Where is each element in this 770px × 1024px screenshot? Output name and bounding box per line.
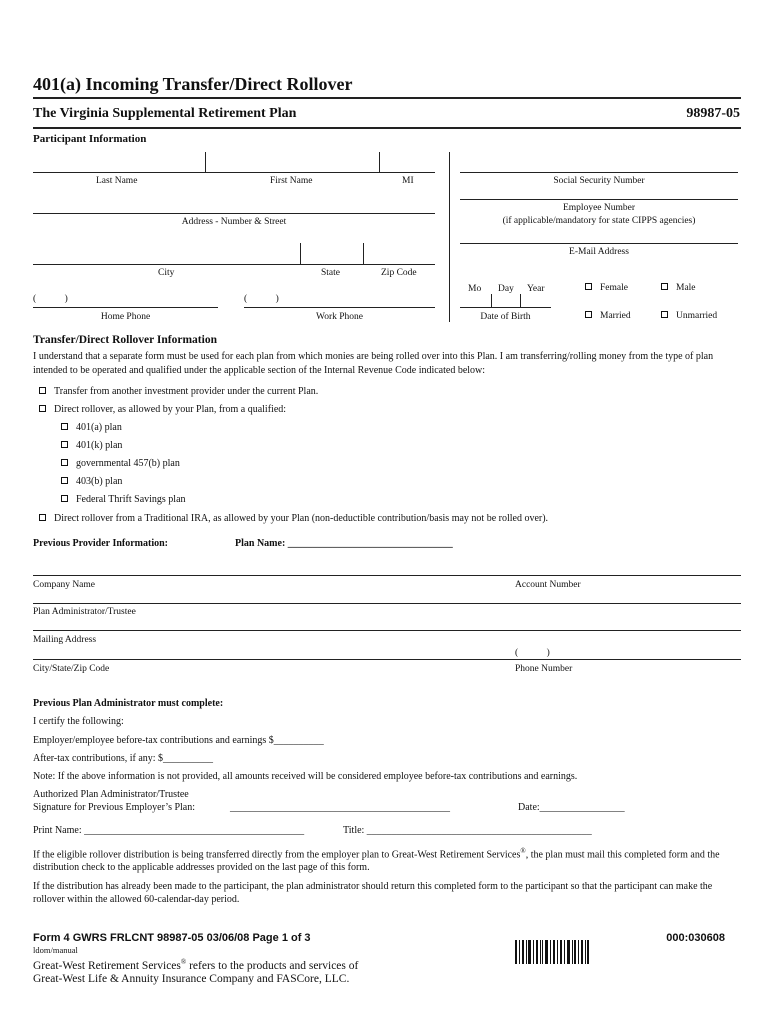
- plan-403b-option[interactable]: [61, 476, 122, 487]
- plan-457b-checkbox[interactable]: [61, 459, 68, 466]
- city-state-zip-field[interactable]: [33, 264, 435, 265]
- married-checkbox[interactable]: [585, 311, 592, 318]
- name-field[interactable]: [33, 172, 435, 173]
- plan-401a-label: 401(a) plan: [76, 422, 122, 433]
- form-code: 000:030608: [666, 932, 725, 944]
- city-divider-2: [363, 243, 364, 264]
- work-phone-label: Work Phone: [316, 312, 363, 322]
- certify-text: I certify the following:: [33, 716, 124, 727]
- direct-rollover-checkbox[interactable]: [39, 405, 46, 412]
- employee-number-field[interactable]: [460, 199, 738, 200]
- transfer-section-title: Transfer/Direct Rollover Information: [33, 334, 217, 346]
- work-phone-area: ( ): [244, 294, 279, 304]
- first-name-label: First Name: [270, 176, 313, 186]
- column-divider: [449, 152, 450, 322]
- mail-instructions-a: If the eligible rollover distribution is being transferred directly from the employer plan to Great-West Retirement Services: [33, 849, 521, 861]
- pretax-field[interactable]: Employer/employee before-tax contributions and earnings $__________: [33, 735, 324, 746]
- unmarried-option[interactable]: [661, 310, 717, 321]
- plan-tsp-label: Federal Thrift Savings plan: [76, 494, 186, 505]
- footer-reg-mark: ®: [180, 958, 187, 966]
- work-phone-field[interactable]: [244, 307, 435, 308]
- direct-rollover-option[interactable]: [39, 404, 286, 415]
- transfer-option-label: Transfer from another investment provider under the current Plan.: [54, 386, 319, 397]
- participant-section-title: Participant Information: [33, 133, 147, 145]
- male-label: Male: [676, 283, 696, 293]
- unmarried-checkbox[interactable]: [661, 311, 668, 318]
- admin-section-title: Previous Plan Administrator must complete:: [33, 698, 224, 709]
- company-notice-a: Great-West Retirement Services: [33, 959, 181, 972]
- form-id: Form 4 GWRS FRLCNT 98987-05 03/06/08 Page 1 of 3: [33, 932, 311, 944]
- female-label: Female: [600, 283, 628, 293]
- form-title: 401(a) Incoming Transfer/Direct Rollover: [33, 74, 353, 94]
- plan-401a-checkbox[interactable]: [61, 423, 68, 430]
- company-notice-b: refers to the products and services of: [186, 959, 359, 972]
- transfer-checkbox[interactable]: [39, 387, 46, 394]
- city-divider-1: [300, 243, 301, 264]
- barcode-icon: [515, 940, 590, 964]
- reg-mark: ®: [520, 847, 526, 855]
- transfer-intro: I understand that a separate form must be used for each plan from which monies are being rolled over into this Plan. I am transferring/rolling money from the type of plan intended to be operated and qualified under the applicable section of the Internal Revenue Code indicated below:: [33, 351, 714, 376]
- last-name-label: Last Name: [96, 176, 138, 186]
- ira-checkbox[interactable]: [39, 514, 46, 521]
- name-divider-2: [379, 152, 380, 172]
- mailing-field[interactable]: [33, 630, 741, 631]
- mail-instructions: [33, 845, 738, 874]
- plan-401k-option[interactable]: [61, 440, 122, 451]
- plan-401k-checkbox[interactable]: [61, 441, 68, 448]
- state-label: State: [321, 268, 340, 278]
- title-rule: [33, 97, 741, 99]
- plan-number: 98987-05: [686, 106, 740, 121]
- footer-sub: ldom/manual: [33, 945, 78, 955]
- email-field[interactable]: [460, 243, 738, 244]
- provider-plan-name-text: Plan Name: _________________________________: [235, 538, 453, 549]
- title-field[interactable]: Title: _____________________________________________: [343, 825, 592, 836]
- provider-title: Previous Provider Information:: [33, 538, 168, 549]
- ssn-field[interactable]: [460, 172, 738, 173]
- plan-name: The Virginia Supplemental Retirement Plan: [33, 106, 297, 121]
- provider-phone-area: ( ): [515, 648, 550, 658]
- signature-field[interactable]: ____________________________________________: [230, 802, 450, 813]
- married-label: Married: [600, 311, 631, 321]
- mi-label: MI: [402, 176, 414, 186]
- home-phone-area: ( ): [33, 294, 68, 304]
- signature-label: Signature for Previous Employer’s Plan:: [33, 802, 196, 813]
- print-name-field[interactable]: Print Name: ____________________________________________: [33, 825, 305, 836]
- auth-label: Authorized Plan Administrator/Trustee: [33, 789, 189, 800]
- plan-tsp-checkbox[interactable]: [61, 495, 68, 502]
- dob-mo: Mo: [468, 284, 482, 294]
- employee-number-note: (if applicable/mandatory for state CIPPS agencies): [502, 216, 696, 226]
- date-field[interactable]: Date:_________________: [518, 802, 625, 813]
- home-phone-field[interactable]: [33, 307, 218, 308]
- plan-457b-label: governmental 457(b) plan: [76, 458, 180, 469]
- male-option[interactable]: [661, 282, 696, 293]
- provider-plan-name[interactable]: [235, 538, 453, 549]
- plan-403b-checkbox[interactable]: [61, 477, 68, 484]
- address-label: Address - Number & Street: [181, 217, 287, 227]
- city-label: City: [158, 268, 175, 278]
- return-instructions: If the distribution has already been made to the participant, the plan administrator should return this completed form to the participant so that the participant can make the rollover within the allowed 60-calendar-day period.: [33, 881, 713, 905]
- mailing-label: Mailing Address: [33, 635, 97, 645]
- name-divider-1: [205, 152, 206, 172]
- zip-label: Zip Code: [381, 268, 417, 278]
- company-label: Company Name: [33, 580, 96, 590]
- married-option[interactable]: [585, 310, 631, 321]
- ssn-label: Social Security Number: [553, 176, 645, 186]
- company-field[interactable]: [33, 575, 741, 576]
- address-field[interactable]: [33, 213, 435, 214]
- dob-day: Day: [498, 284, 514, 294]
- city-state-zip-label: City/State/Zip Code: [33, 664, 110, 674]
- dob-divider-1: [491, 294, 492, 307]
- mail-instructions-b: , the plan must mail this completed form and the distribution check to the applicable addresses provided on the last page of this form.: [33, 849, 720, 874]
- note-text: Note: If the above information is not provided, all amounts received will be considered employee before-tax contributions and earnings.: [33, 771, 578, 782]
- male-checkbox[interactable]: [661, 283, 668, 290]
- plan-457b-option[interactable]: [61, 458, 180, 469]
- direct-rollover-label: Direct rollover, as allowed by your Plan, from a qualified:: [54, 404, 287, 415]
- aftertax-field[interactable]: After-tax contributions, if any: $__________: [33, 753, 214, 764]
- admin-field[interactable]: [33, 603, 741, 604]
- unmarried-label: Unmarried: [676, 311, 718, 321]
- company-notice-line2: Great-West Life & Annuity Insurance Company and FASCore, LLC.: [33, 972, 350, 985]
- female-checkbox[interactable]: [585, 283, 592, 290]
- dob-field[interactable]: [460, 307, 551, 308]
- dob-divider-2: [520, 294, 521, 307]
- plan-401k-label: 401(k) plan: [76, 440, 123, 451]
- ira-option[interactable]: [39, 513, 548, 524]
- transfer-option[interactable]: [39, 386, 318, 397]
- ira-option-label: Direct rollover from a Traditional IRA, as allowed by your Plan (non-deductible contribution/basis may not be rolled over).: [54, 513, 549, 524]
- phone-number-label: Phone Number: [515, 664, 573, 674]
- admin-label: Plan Administrator/Trustee: [33, 607, 136, 617]
- email-label: E-Mail Address: [569, 247, 629, 257]
- plan-401a-option[interactable]: [61, 422, 122, 433]
- city-state-zip-provider-field[interactable]: [33, 659, 741, 660]
- dob-year: Year: [527, 284, 545, 294]
- plan-tsp-option[interactable]: [61, 494, 186, 505]
- dob-label: Date of Birth: [480, 312, 531, 322]
- company-notice: [33, 956, 358, 986]
- home-phone-label: Home Phone: [100, 312, 151, 322]
- account-label: Account Number: [515, 580, 581, 590]
- plan-rule: [33, 127, 741, 129]
- plan-403b-label: 403(b) plan: [76, 476, 123, 487]
- employee-number-label: Employee Number: [562, 203, 636, 213]
- female-option[interactable]: [585, 282, 628, 293]
